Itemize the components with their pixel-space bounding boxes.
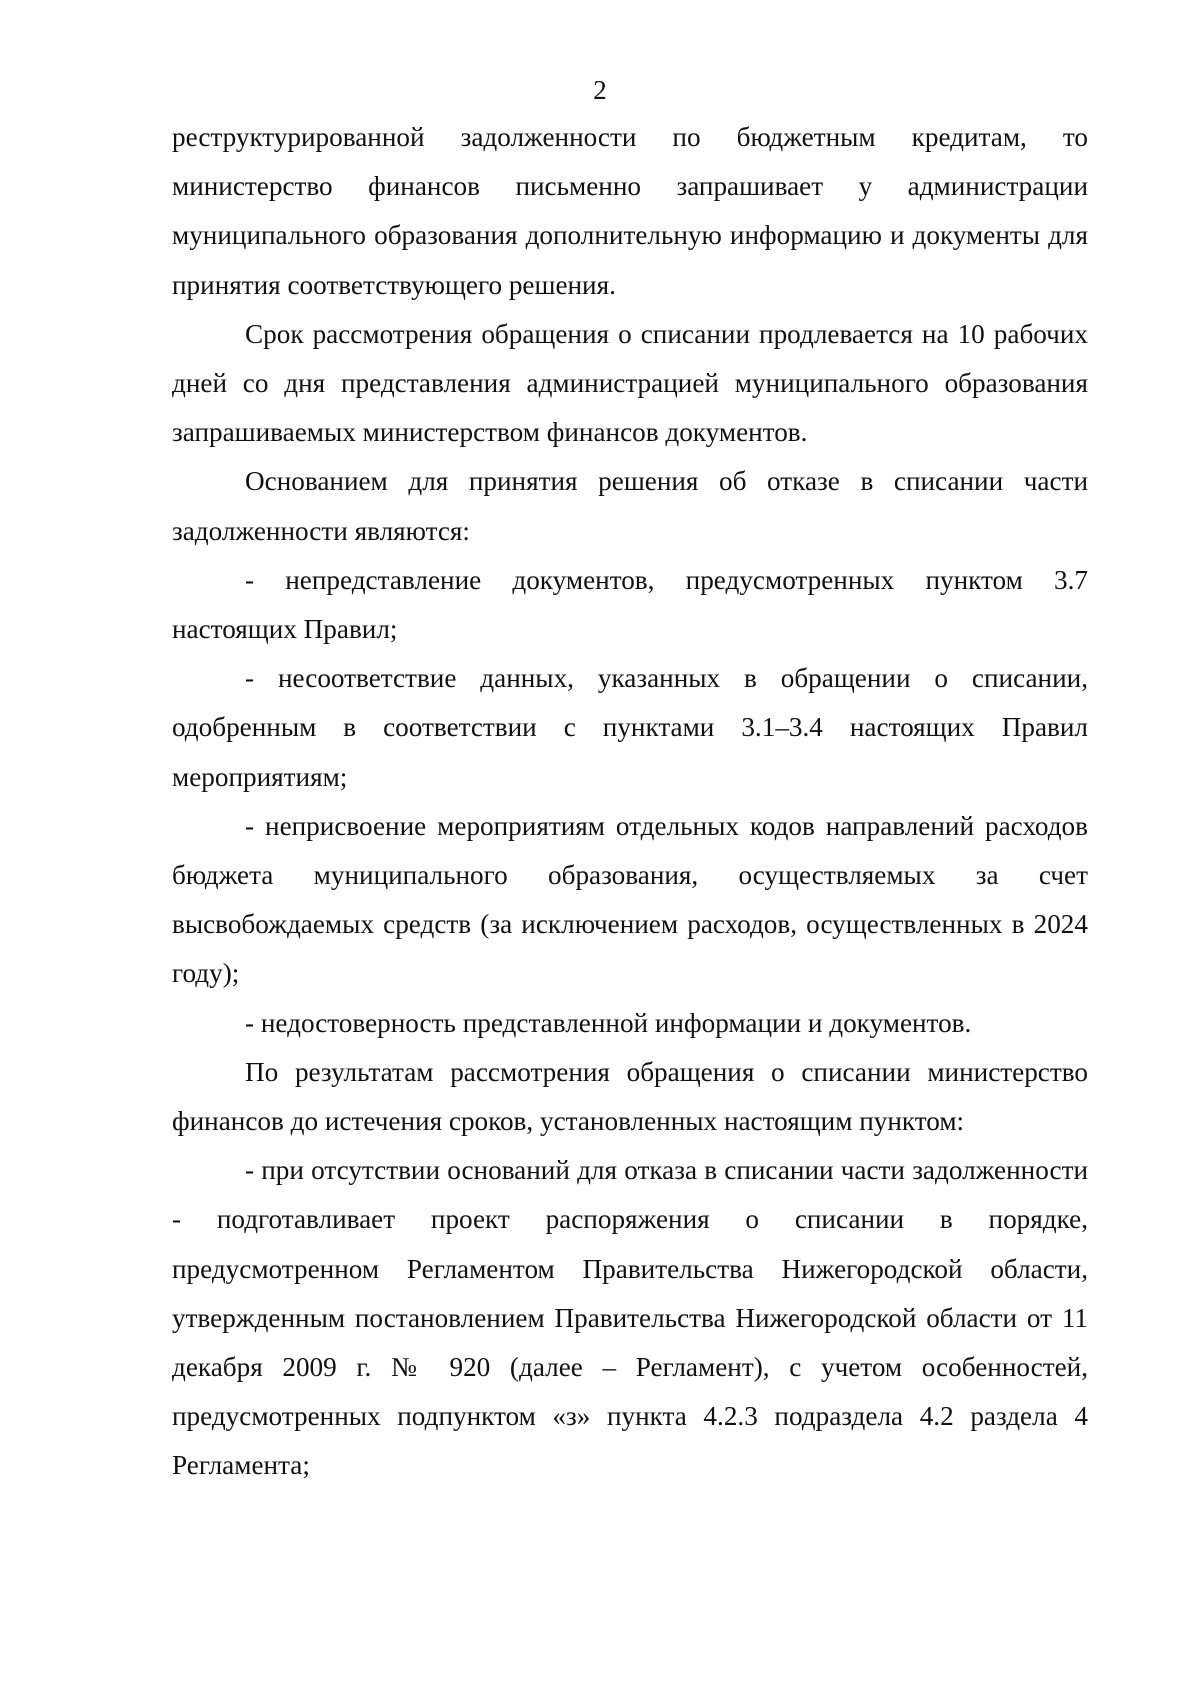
page-number: 2 (593, 75, 607, 105)
paragraph-review-results: По результатам рассмотрения обращения о списании министерство финансов до истечения сроков, установленных настоящим пунктом: (172, 1056, 1088, 1137)
paragraph-continuation: реструктурированной задолженности по бюджетным кредитам, то министерство финансов письменно запрашивает у администрации муниципального образования дополнительную информацию и документы для принятия соответствующего решения. (172, 122, 1088, 300)
list-item-data-mismatch: - несоответствие данных, указанных в обращении о списании, одобренным в соответствии с пунктами 3.1–3.4 настоящих Правил мероприятиям; (172, 663, 1088, 792)
document-body (172, 113, 1088, 1491)
list-item-no-refusal-grounds: - при отсутствии оснований для отказа в списании части задолженности - подготавливает проект распоряжения о списании в порядке, предусмотренном Регламентом Правительства Нижегородской области, утвержденным постановлением Правительства Нижегородской области от 11 декабря 2009 г. № 920 (далее – Регламент), с учетом особенностей, предусмотренных подпунктом «з» пункта 4.2.3 подраздела 4.2 раздела 4 Регламента; (172, 1155, 1088, 1481)
paragraph-refusal-grounds: Основанием для принятия решения об отказе в списании части задолженности являются: (172, 466, 1088, 546)
list-item-missing-documents: - непредставление документов, предусмотренных пунктом 3.7 настоящих Правил; (172, 564, 1088, 645)
paragraph-review-period: Срок рассмотрения обращения о списании продлевается на 10 рабочих дней со дня представления администрацией муниципального образования запрашиваемых министерством финансов документов. (172, 318, 1088, 448)
list-item-unassigned-codes: - неприсвоение мероприятиям отдельных кодов направлений расходов бюджета муниципального образования, осуществляемых за счет высвобождаемых средств (за исключением расходов, осуществленных в 2024 году); (172, 810, 1088, 989)
list-item-unreliable-information: - недостоверность представленной информации и документов. (245, 1007, 972, 1038)
